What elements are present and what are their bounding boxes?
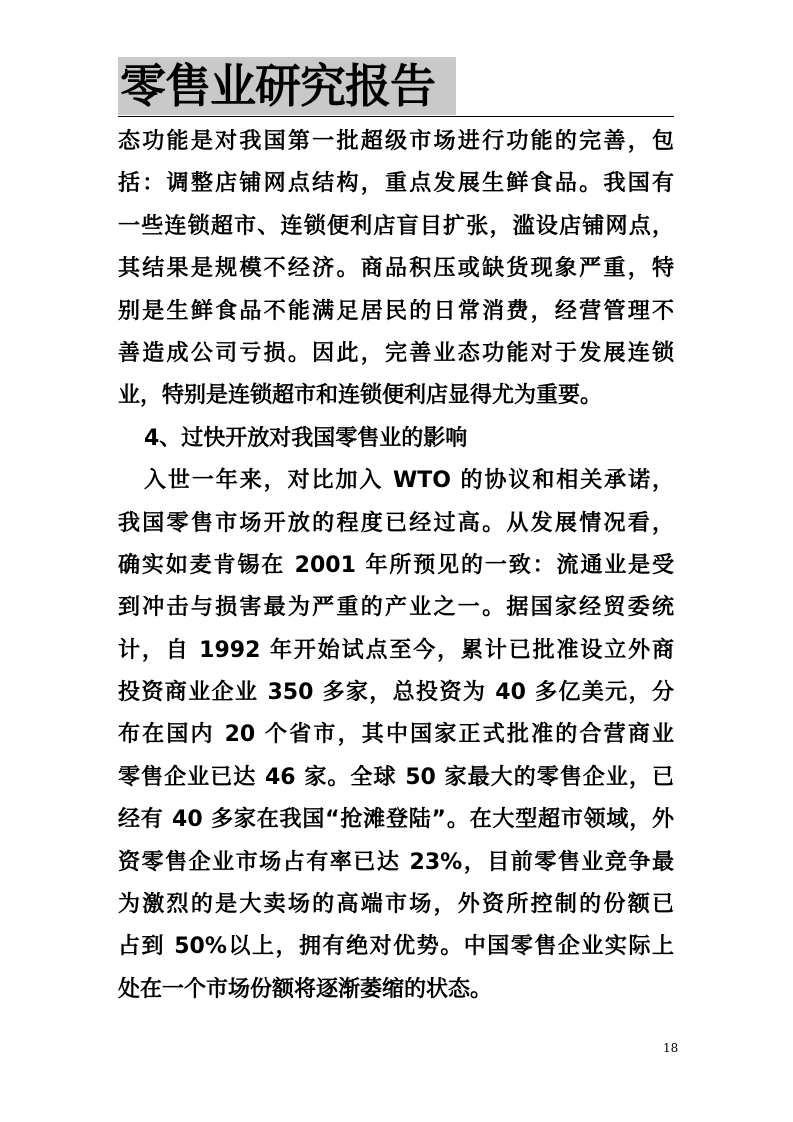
- text-line: 括：调整店铺网点结构，重点发展生鲜食品。我国有: [118, 171, 674, 197]
- text-line: 占到 50%以上，拥有绝对优势。中国零售企业实际上: [118, 934, 674, 960]
- text-line: 其结果是规模不经济。商品积压或缺货现象严重，特: [118, 256, 674, 282]
- text-line: 我国零售市场开放的程度已经过高。从发展情况看，: [118, 510, 674, 536]
- page-number: 18: [663, 1041, 679, 1055]
- text-line: 零售企业已达 46 家。全球 50 家最大的零售企业，已: [118, 764, 674, 790]
- text-line: 布在国内 20 个省市，其中国家正式批准的合营商业: [118, 722, 674, 748]
- report-title: 零售业研究报告: [120, 59, 435, 113]
- text-line: 到冲击与损害最为严重的产业之一。据国家经贸委统: [118, 595, 674, 621]
- text-line: 为激烈的是大卖场的高端市场，外资所控制的份额已: [118, 892, 674, 918]
- text-line: 处在一个市场份额将逐渐萎缩的状态。: [118, 976, 493, 1002]
- text-line: 确实如麦肯锡在 2001 年所预见的一致：流通业是受: [118, 552, 674, 578]
- text-line: 态功能是对我国第一批超级市场进行功能的完善，包: [118, 129, 674, 154]
- section-heading: 4、过快开放对我国零售业的影响: [144, 425, 468, 451]
- text-line: 一些连锁超市、连锁便利店盲目扩张，滥设店铺网点，: [118, 213, 674, 239]
- text-line: 投资商业企业 350 多家，总投资为 40 多亿美元，分: [118, 680, 674, 706]
- text-line: 别是生鲜食品不能满足居民的日常消费，经营管理不: [118, 298, 674, 324]
- text-line: 资零售企业市场占有率已达 23%，目前零售业竞争最: [118, 849, 674, 875]
- text-line: 经有 40 多家在我国“抢滩登陆”。在大型超市领域，外: [118, 807, 674, 833]
- page-header: [118, 57, 674, 117]
- text-line: 业，特别是连锁超市和连锁便利店显得尤为重要。: [118, 383, 603, 409]
- text-line: 善造成公司亏损。因此，完善业态功能对于发展连锁: [118, 340, 674, 366]
- document-body: [118, 121, 674, 1011]
- text-line: 计，自 1992 年开始试点至今，累计已批准设立外商: [118, 637, 674, 663]
- header-rule: [118, 116, 674, 117]
- text-line: 入世一年来，对比加入 WTO 的协议和相关承诺，: [144, 468, 674, 494]
